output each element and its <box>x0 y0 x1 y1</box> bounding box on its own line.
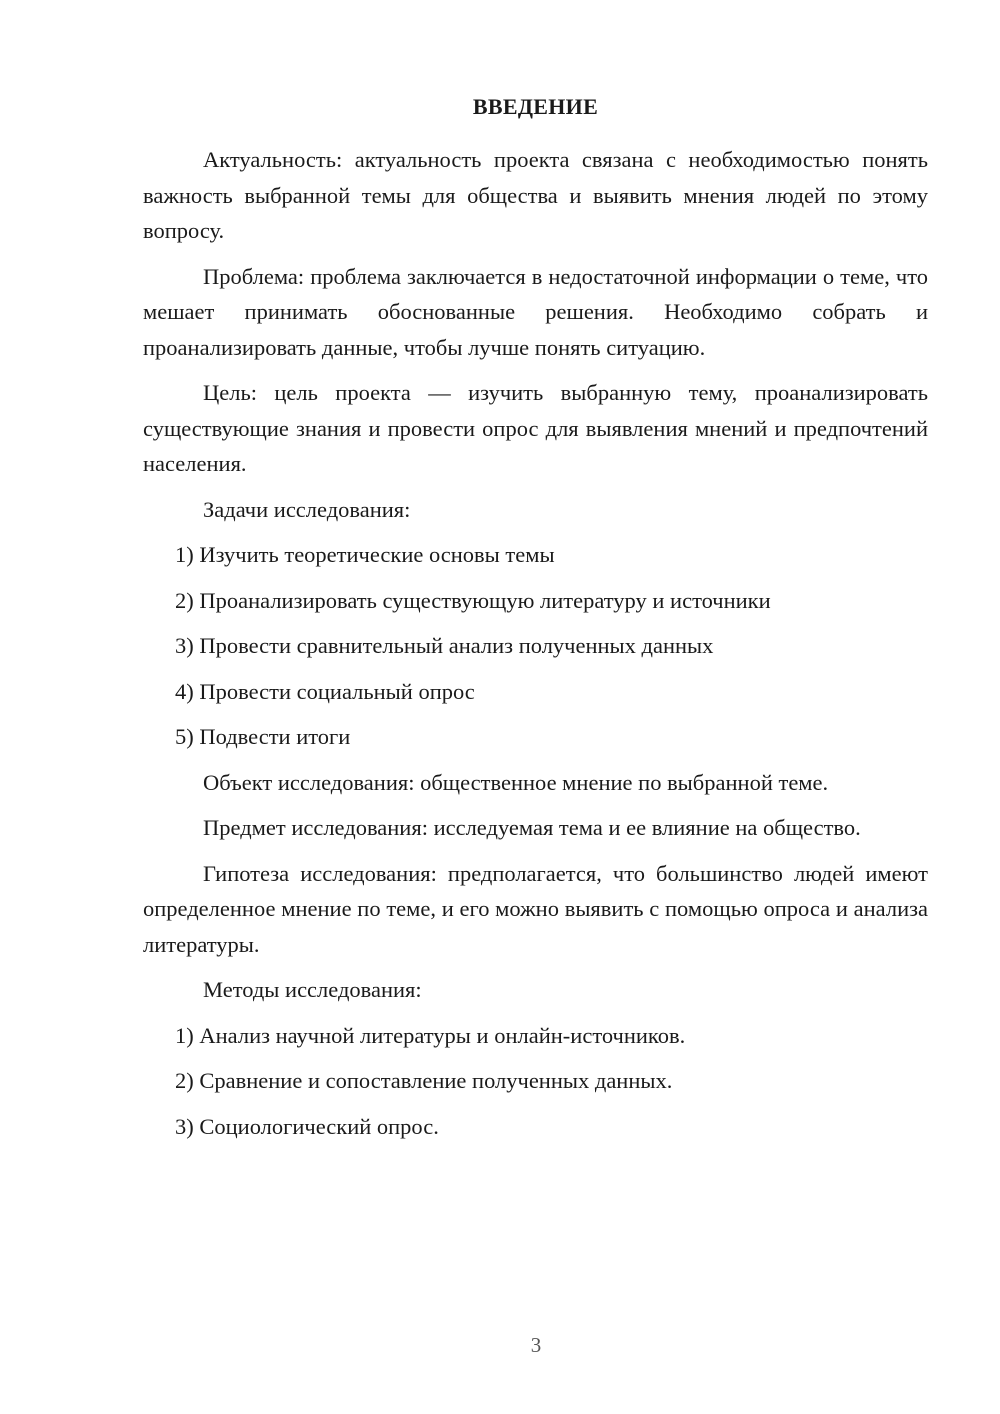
list-item: 3) Провести сравнительный анализ полученных данных <box>175 633 714 658</box>
relevance-paragraph: Актуальность: актуальность проекта связана с необходимостью понять важность выбранной темы для общества и выявить мнения людей по этому вопросу. <box>143 147 928 243</box>
page-title: ВВЕДЕНИЕ <box>472 94 599 119</box>
object-paragraph: Объект исследования: общественное мнение по выбранной теме. <box>203 769 829 795</box>
list-item: 2) Сравнение и сопоставление полученных данных. <box>175 1068 673 1093</box>
list-item: 1) Изучить теоретические основы темы <box>175 542 555 567</box>
goal-paragraph: Цель: цель проекта — изучить выбранную тему, проанализировать существующие знания и провести опрос для выявления мнений и предпочтений населения. <box>143 380 928 476</box>
methods-list <box>143 1018 928 1145</box>
list-item: 3) Социологический опрос. <box>175 1113 439 1139</box>
hypothesis-paragraph: Гипотеза исследования: предполагается, что большинство людей имеют определенное мнение по теме, и его можно выявить с помощью опроса и анализа литературы. <box>143 860 928 957</box>
tasks-heading: Задачи исследования: <box>203 496 411 522</box>
list-item: 1) Анализ научной литературы и онлайн-источников. <box>175 1022 686 1048</box>
subject-paragraph: Предмет исследования: исследуемая тема и ее влияние на общество. <box>203 815 861 840</box>
problem-paragraph: Проблема: проблема заключается в недостаточной информации о теме, что мешает принимать обоснованные решения. Необходимо собрать и проанализировать данные, чтобы лучше понять ситуацию. <box>143 263 928 360</box>
page-number: 3 <box>530 1333 542 1357</box>
list-item: 2) Проанализировать существующую литературу и источники <box>175 587 771 613</box>
list-item: 5) Подвести итоги <box>175 724 351 749</box>
document-body <box>143 142 928 1154</box>
methods-heading: Методы исследования: <box>203 977 422 1002</box>
list-item: 4) Провести социальный опрос <box>175 678 475 704</box>
tasks-list <box>143 537 928 755</box>
